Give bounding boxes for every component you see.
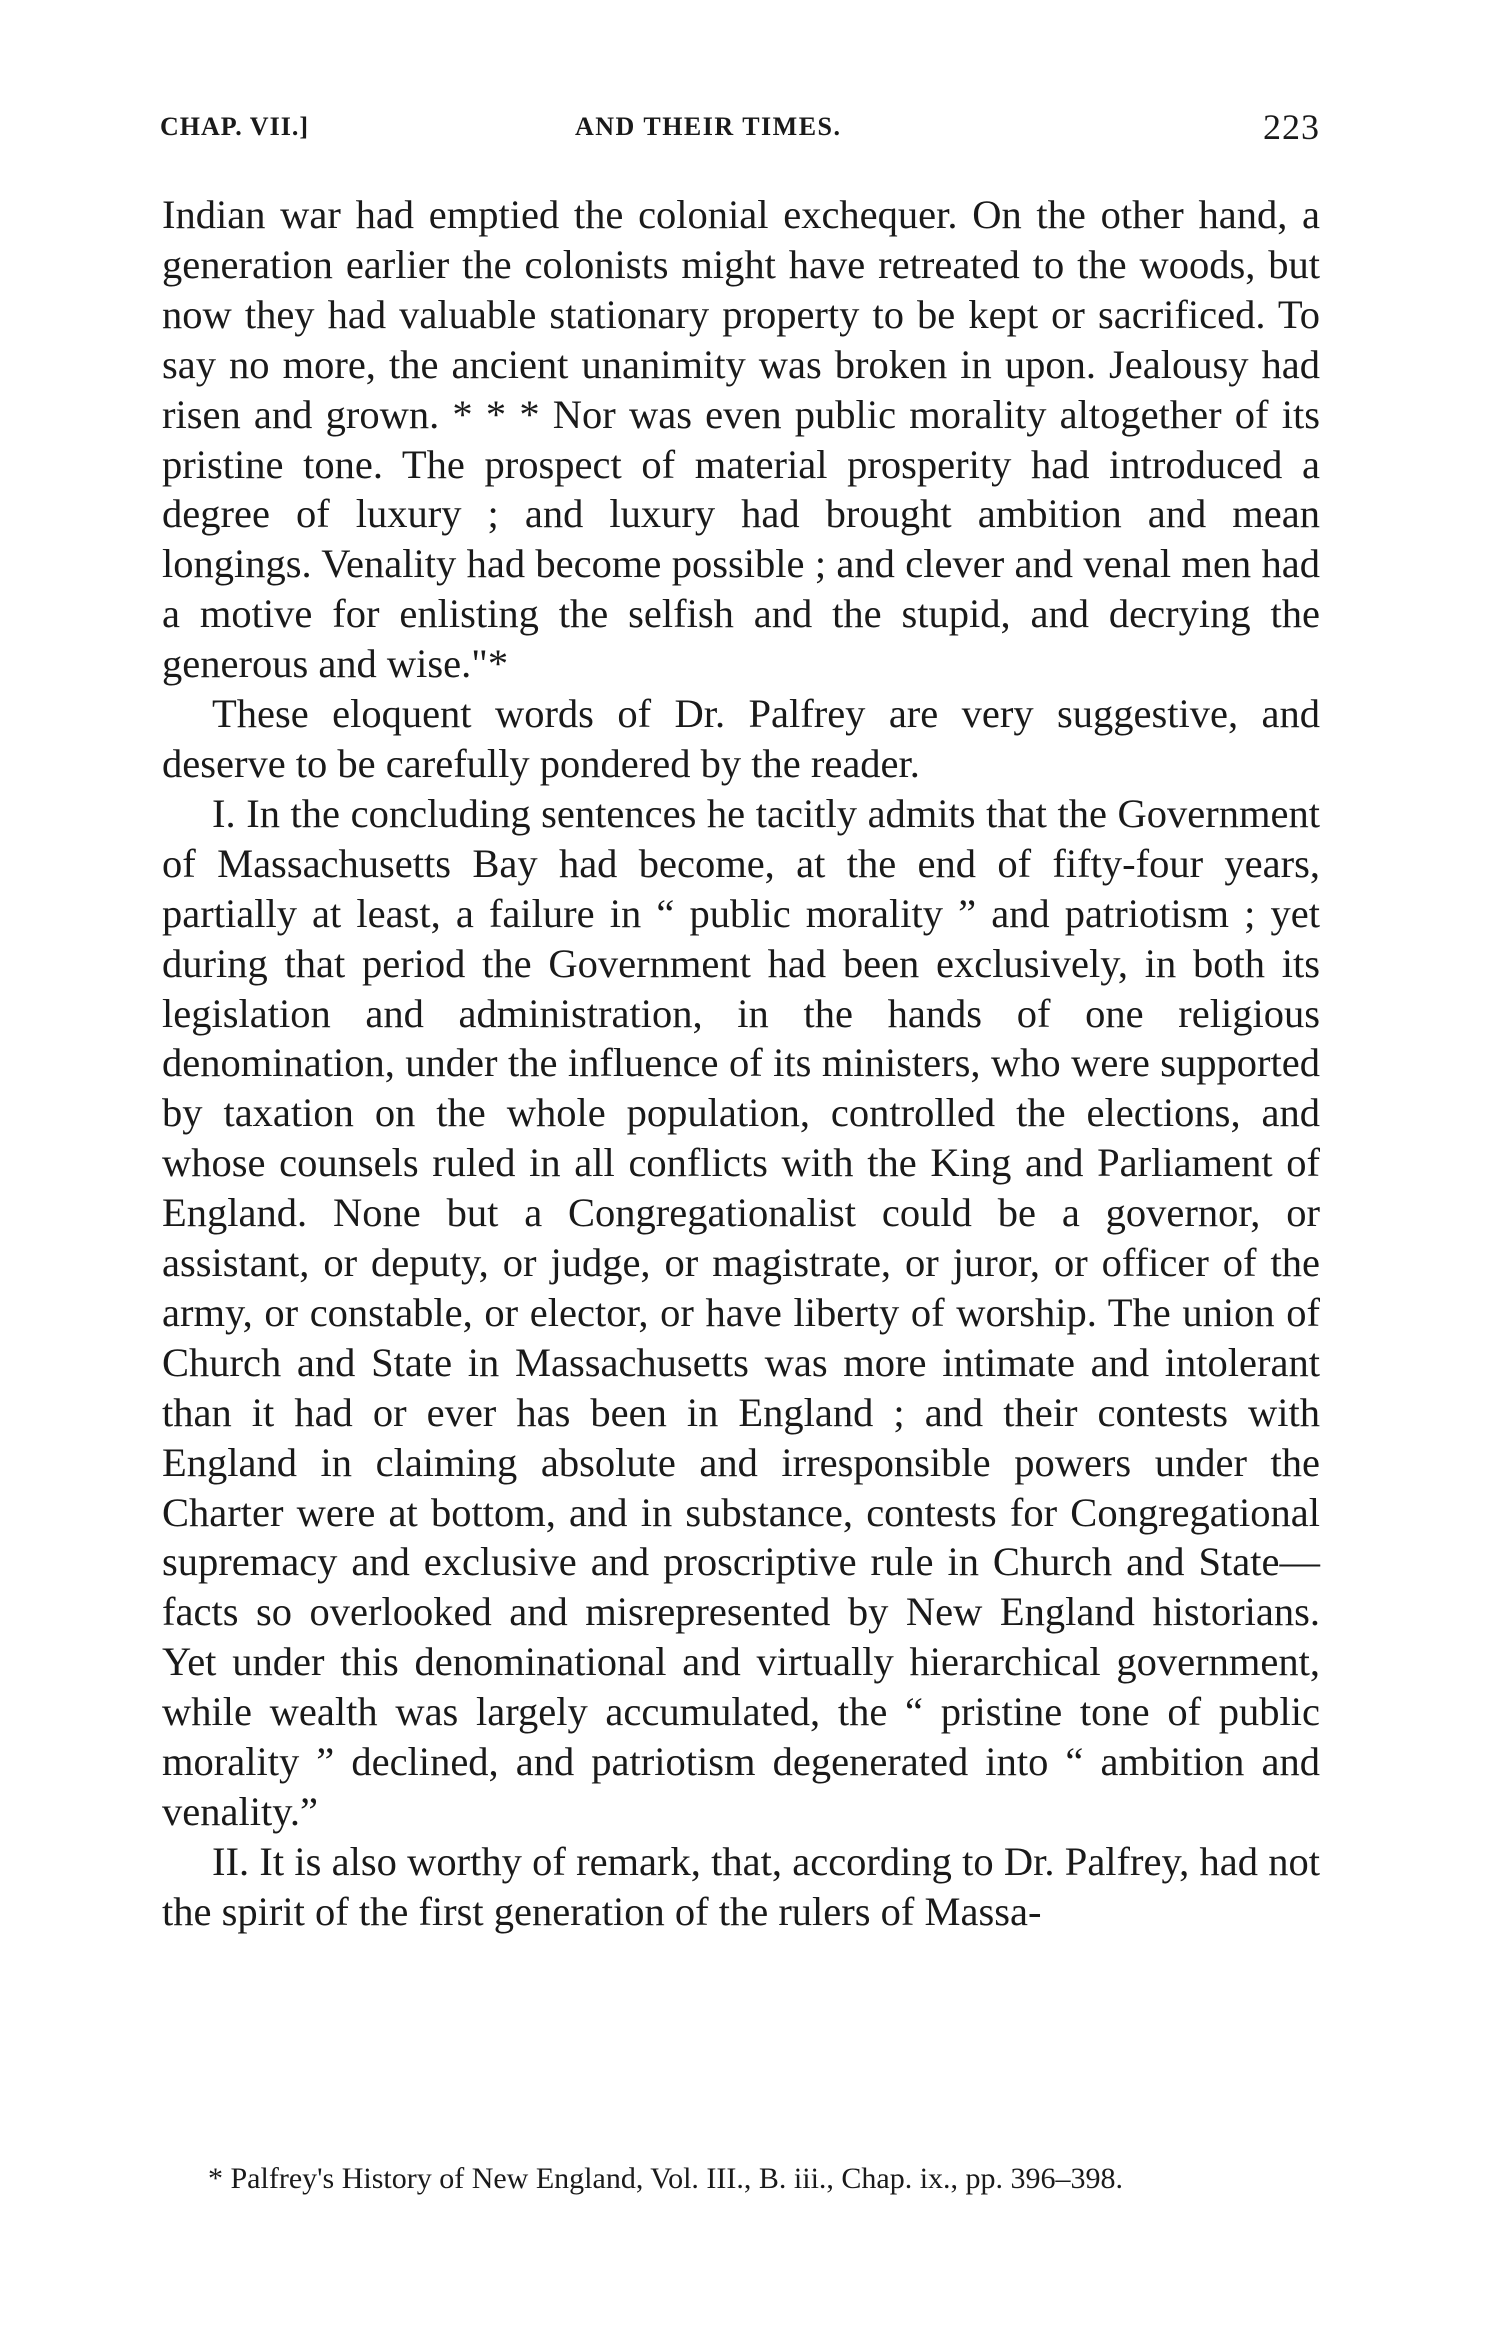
running-title: AND THEIR TIMES.: [575, 112, 842, 141]
paragraph-continued: Indian war had emptied the colonial exchequer. On the other hand, a generation earlier the colonists might have retreated to the woods, but now they had valuable stationary property to be kept or sacrificed. To say no more, the ancient unanimity was broken in upon. Jealousy had risen and grown. * * * Nor was even public morality altogether of its pristine tone. The prospect of material prosperity had introduced a degree of luxury ; and luxury had brought ambition and mean longings. Venality had become possible ; and clever and venal men had a motive for enlisting the selfish and the stupid, and decrying the generous and wise."*: [162, 192, 1320, 687]
footnote-text: * Palfrey's History of New England, Vol. III., B. iii., Chap. ix., pp. 396–398.: [208, 2162, 1124, 2195]
footnote: [162, 2156, 1320, 2202]
chapter-label: CHAP. VII.]: [160, 112, 309, 141]
body-text: [162, 190, 1320, 1937]
page-header: [160, 107, 1320, 152]
paragraph: I. In the concluding sentences he tacitly admits that the Government of Massachusetts Bay had become, at the end of fifty-four years, partially at least, a failure in “ public morality ” and patriotism ; yet during that period the Government had been exclusively, in both its legislation and administration, in the hands of one religious denomination, under the influence of its ministers, who were supported by taxation on the whole population, controlled the elections, and whose counsels ruled in all conflicts with the King and Parliament of England. None but a Congregationalist could be a governor, or assistant, or deputy, or judge, or magistrate, or juror, or officer of the army, or constable, or elector, or have liberty of worship. The union of Church and State in Massachusetts was more intimate and intolerant than it had or ever has been in England ; and their contests with England in claiming absolute and irresponsible powers under the Charter were at bottom, and in substance, contests for Congregational supremacy and exclusive and proscriptive rule in Church and State—facts so overlooked and misrepresented by New England historians. Yet under this denominational and virtually hierarchical government, while wealth was largely accumulated, the “ pristine tone of public morality ” declined, and patriotism degenerated into “ ambition and venality.”: [162, 790, 1320, 1834]
paragraph: These eloquent words of Dr. Palfrey are very suggestive, and deserve to be carefully pondered by the reader.: [162, 691, 1320, 786]
page-number: 223: [1263, 107, 1320, 147]
paragraph: II. It is also worthy of remark, that, according to Dr. Palfrey, had not the spirit of the first generation of the rulers of Massa-: [162, 1838, 1320, 1934]
